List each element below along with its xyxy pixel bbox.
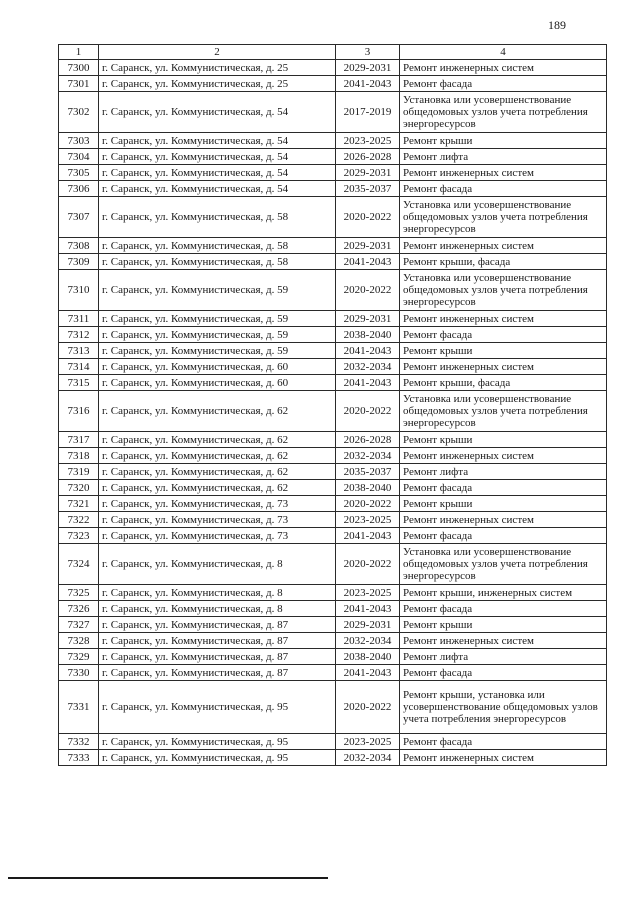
row-number: 7307 (59, 197, 99, 238)
row-period: 2026-2028 (336, 432, 400, 448)
row-work-type: Ремонт крыши (400, 496, 607, 512)
row-period: 2029-2031 (336, 311, 400, 327)
row-number: 7324 (59, 544, 99, 585)
row-period: 2038-2040 (336, 480, 400, 496)
row-period: 2032-2034 (336, 359, 400, 375)
row-work-type: Установка или усовершенствование общедомовых узлов учета потребления энергоресурсов (400, 270, 607, 311)
row-address: г. Саранск, ул. Коммунистическая, д. 59 (99, 327, 336, 343)
table-row (59, 601, 607, 617)
row-address: г. Саранск, ул. Коммунистическая, д. 60 (99, 359, 336, 375)
table-row (59, 343, 607, 359)
row-work-type: Ремонт инженерных систем (400, 448, 607, 464)
row-address: г. Саранск, ул. Коммунистическая, д. 8 (99, 585, 336, 601)
table-row (59, 480, 607, 496)
row-work-type: Ремонт крыши, фасада (400, 375, 607, 391)
table-row (59, 734, 607, 750)
table-row (59, 585, 607, 601)
row-work-type: Ремонт крыши (400, 133, 607, 149)
header-col-3: 3 (336, 45, 400, 60)
row-address: г. Саранск, ул. Коммунистическая, д. 54 (99, 181, 336, 197)
row-period: 2032-2034 (336, 448, 400, 464)
row-number: 7302 (59, 92, 99, 133)
row-address: г. Саранск, ул. Коммунистическая, д. 62 (99, 391, 336, 432)
row-number: 7313 (59, 343, 99, 359)
table-row (59, 391, 607, 432)
row-number: 7316 (59, 391, 99, 432)
row-address: г. Саранск, ул. Коммунистическая, д. 8 (99, 544, 336, 585)
row-number: 7328 (59, 633, 99, 649)
row-period: 2020-2022 (336, 391, 400, 432)
row-number: 7321 (59, 496, 99, 512)
row-period: 2026-2028 (336, 149, 400, 165)
row-work-type: Ремонт инженерных систем (400, 60, 607, 76)
row-period: 2020-2022 (336, 681, 400, 734)
table-row (59, 528, 607, 544)
table-body (59, 60, 607, 766)
table-row (59, 181, 607, 197)
row-number: 7315 (59, 375, 99, 391)
row-work-type: Установка или усовершенствование общедомовых узлов учета потребления энергоресурсов (400, 544, 607, 585)
row-address: г. Саранск, ул. Коммунистическая, д. 54 (99, 92, 336, 133)
row-work-type: Ремонт фасада (400, 734, 607, 750)
table-row (59, 512, 607, 528)
row-number: 7310 (59, 270, 99, 311)
table-row (59, 750, 607, 766)
table-row (59, 149, 607, 165)
row-period: 2023-2025 (336, 512, 400, 528)
row-work-type: Ремонт фасада (400, 665, 607, 681)
row-period: 2032-2034 (336, 633, 400, 649)
table-row (59, 60, 607, 76)
row-number: 7312 (59, 327, 99, 343)
row-work-type: Ремонт крыши, инженерных систем (400, 585, 607, 601)
row-work-type: Ремонт инженерных систем (400, 359, 607, 375)
table-row (59, 254, 607, 270)
row-number: 7332 (59, 734, 99, 750)
row-address: г. Саранск, ул. Коммунистическая, д. 62 (99, 480, 336, 496)
row-address: г. Саранск, ул. Коммунистическая, д. 54 (99, 165, 336, 181)
row-number: 7329 (59, 649, 99, 665)
row-period: 2017-2019 (336, 92, 400, 133)
table-row (59, 165, 607, 181)
row-address: г. Саранск, ул. Коммунистическая, д. 8 (99, 601, 336, 617)
table-row (59, 464, 607, 480)
row-period: 2023-2025 (336, 585, 400, 601)
row-period: 2029-2031 (336, 165, 400, 181)
row-address: г. Саранск, ул. Коммунистическая, д. 87 (99, 633, 336, 649)
row-work-type: Ремонт лифта (400, 149, 607, 165)
row-work-type: Ремонт фасада (400, 181, 607, 197)
table-row (59, 665, 607, 681)
row-number: 7322 (59, 512, 99, 528)
row-period: 2041-2043 (336, 76, 400, 92)
row-address: г. Саранск, ул. Коммунистическая, д. 62 (99, 432, 336, 448)
row-address: г. Саранск, ул. Коммунистическая, д. 95 (99, 750, 336, 766)
table-row (59, 375, 607, 391)
header-col-1: 1 (59, 45, 99, 60)
row-work-type: Ремонт инженерных систем (400, 165, 607, 181)
page-number: 189 (548, 18, 566, 32)
row-number: 7317 (59, 432, 99, 448)
row-period: 2035-2037 (336, 181, 400, 197)
table-header-row (59, 45, 607, 60)
row-number: 7303 (59, 133, 99, 149)
row-number: 7323 (59, 528, 99, 544)
row-number: 7319 (59, 464, 99, 480)
table-row (59, 633, 607, 649)
table-row (59, 197, 607, 238)
row-period: 2041-2043 (336, 665, 400, 681)
row-work-type: Ремонт крыши, фасада (400, 254, 607, 270)
row-work-type: Ремонт инженерных систем (400, 512, 607, 528)
row-number: 7330 (59, 665, 99, 681)
row-period: 2023-2025 (336, 133, 400, 149)
row-period: 2038-2040 (336, 649, 400, 665)
row-number: 7311 (59, 311, 99, 327)
row-period: 2032-2034 (336, 750, 400, 766)
row-number: 7308 (59, 238, 99, 254)
row-number: 7318 (59, 448, 99, 464)
table-row (59, 681, 607, 734)
row-period: 2029-2031 (336, 617, 400, 633)
table-row (59, 448, 607, 464)
row-address: г. Саранск, ул. Коммунистическая, д. 25 (99, 76, 336, 92)
row-period: 2035-2037 (336, 464, 400, 480)
row-address: г. Саранск, ул. Коммунистическая, д. 54 (99, 149, 336, 165)
row-address: г. Саранск, ул. Коммунистическая, д. 54 (99, 133, 336, 149)
row-address: г. Саранск, ул. Коммунистическая, д. 95 (99, 734, 336, 750)
row-work-type: Ремонт инженерных систем (400, 311, 607, 327)
row-period: 2023-2025 (336, 734, 400, 750)
row-address: г. Саранск, ул. Коммунистическая, д. 59 (99, 270, 336, 311)
repair-schedule-table (58, 44, 607, 766)
table-row (59, 133, 607, 149)
row-work-type: Ремонт инженерных систем (400, 238, 607, 254)
row-address: г. Саранск, ул. Коммунистическая, д. 95 (99, 681, 336, 734)
row-address: г. Саранск, ул. Коммунистическая, д. 87 (99, 617, 336, 633)
row-period: 2041-2043 (336, 375, 400, 391)
row-work-type: Ремонт крыши, установка или усовершенствование общедомовых узлов учета потребления энергоресурсов (400, 681, 607, 734)
header-col-4: 4 (400, 45, 607, 60)
row-address: г. Саранск, ул. Коммунистическая, д. 87 (99, 665, 336, 681)
row-number: 7309 (59, 254, 99, 270)
row-period: 2038-2040 (336, 327, 400, 343)
row-work-type: Ремонт фасада (400, 480, 607, 496)
row-work-type: Ремонт крыши (400, 432, 607, 448)
row-period: 2041-2043 (336, 254, 400, 270)
row-number: 7326 (59, 601, 99, 617)
row-period: 2020-2022 (336, 496, 400, 512)
table-row (59, 496, 607, 512)
table-row (59, 92, 607, 133)
row-work-type: Установка или усовершенствование общедомовых узлов учета потребления энергоресурсов (400, 92, 607, 133)
row-work-type: Ремонт фасада (400, 528, 607, 544)
row-work-type: Ремонт фасада (400, 76, 607, 92)
row-address: г. Саранск, ул. Коммунистическая, д. 58 (99, 238, 336, 254)
row-address: г. Саранск, ул. Коммунистическая, д. 62 (99, 448, 336, 464)
row-work-type: Установка или усовершенствование общедомовых узлов учета потребления энергоресурсов (400, 391, 607, 432)
table-row (59, 76, 607, 92)
row-address: г. Саранск, ул. Коммунистическая, д. 59 (99, 343, 336, 359)
row-address: г. Саранск, ул. Коммунистическая, д. 73 (99, 512, 336, 528)
row-period: 2041-2043 (336, 343, 400, 359)
row-work-type: Ремонт фасада (400, 327, 607, 343)
row-number: 7305 (59, 165, 99, 181)
row-address: г. Саранск, ул. Коммунистическая, д. 58 (99, 197, 336, 238)
table-row (59, 649, 607, 665)
table-row (59, 327, 607, 343)
table-row (59, 617, 607, 633)
scan-edge-line (8, 877, 328, 879)
row-number: 7327 (59, 617, 99, 633)
row-period: 2029-2031 (336, 60, 400, 76)
table-row (59, 270, 607, 311)
row-address: г. Саранск, ул. Коммунистическая, д. 60 (99, 375, 336, 391)
row-work-type: Ремонт лифта (400, 464, 607, 480)
table-row (59, 238, 607, 254)
table-row (59, 432, 607, 448)
row-address: г. Саранск, ул. Коммунистическая, д. 62 (99, 464, 336, 480)
row-period: 2020-2022 (336, 197, 400, 238)
row-address: г. Саранск, ул. Коммунистическая, д. 87 (99, 649, 336, 665)
row-period: 2029-2031 (336, 238, 400, 254)
row-period: 2020-2022 (336, 544, 400, 585)
header-col-2: 2 (99, 45, 336, 60)
row-number: 7325 (59, 585, 99, 601)
row-number: 7300 (59, 60, 99, 76)
row-work-type: Ремонт крыши (400, 617, 607, 633)
row-number: 7304 (59, 149, 99, 165)
table-row (59, 359, 607, 375)
row-number: 7333 (59, 750, 99, 766)
table-row (59, 544, 607, 585)
table-row (59, 311, 607, 327)
row-number: 7320 (59, 480, 99, 496)
row-work-type: Ремонт фасада (400, 601, 607, 617)
row-address: г. Саранск, ул. Коммунистическая, д. 73 (99, 496, 336, 512)
row-number: 7306 (59, 181, 99, 197)
row-period: 2041-2043 (336, 601, 400, 617)
row-number: 7314 (59, 359, 99, 375)
row-number: 7331 (59, 681, 99, 734)
row-work-type: Ремонт инженерных систем (400, 633, 607, 649)
row-address: г. Саранск, ул. Коммунистическая, д. 25 (99, 60, 336, 76)
row-period: 2041-2043 (336, 528, 400, 544)
row-number: 7301 (59, 76, 99, 92)
row-address: г. Саранск, ул. Коммунистическая, д. 73 (99, 528, 336, 544)
row-work-type: Ремонт инженерных систем (400, 750, 607, 766)
row-work-type: Ремонт крыши (400, 343, 607, 359)
row-address: г. Саранск, ул. Коммунистическая, д. 59 (99, 311, 336, 327)
row-period: 2020-2022 (336, 270, 400, 311)
row-work-type: Установка или усовершенствование общедомовых узлов учета потребления энергоресурсов (400, 197, 607, 238)
row-address: г. Саранск, ул. Коммунистическая, д. 58 (99, 254, 336, 270)
row-work-type: Ремонт лифта (400, 649, 607, 665)
